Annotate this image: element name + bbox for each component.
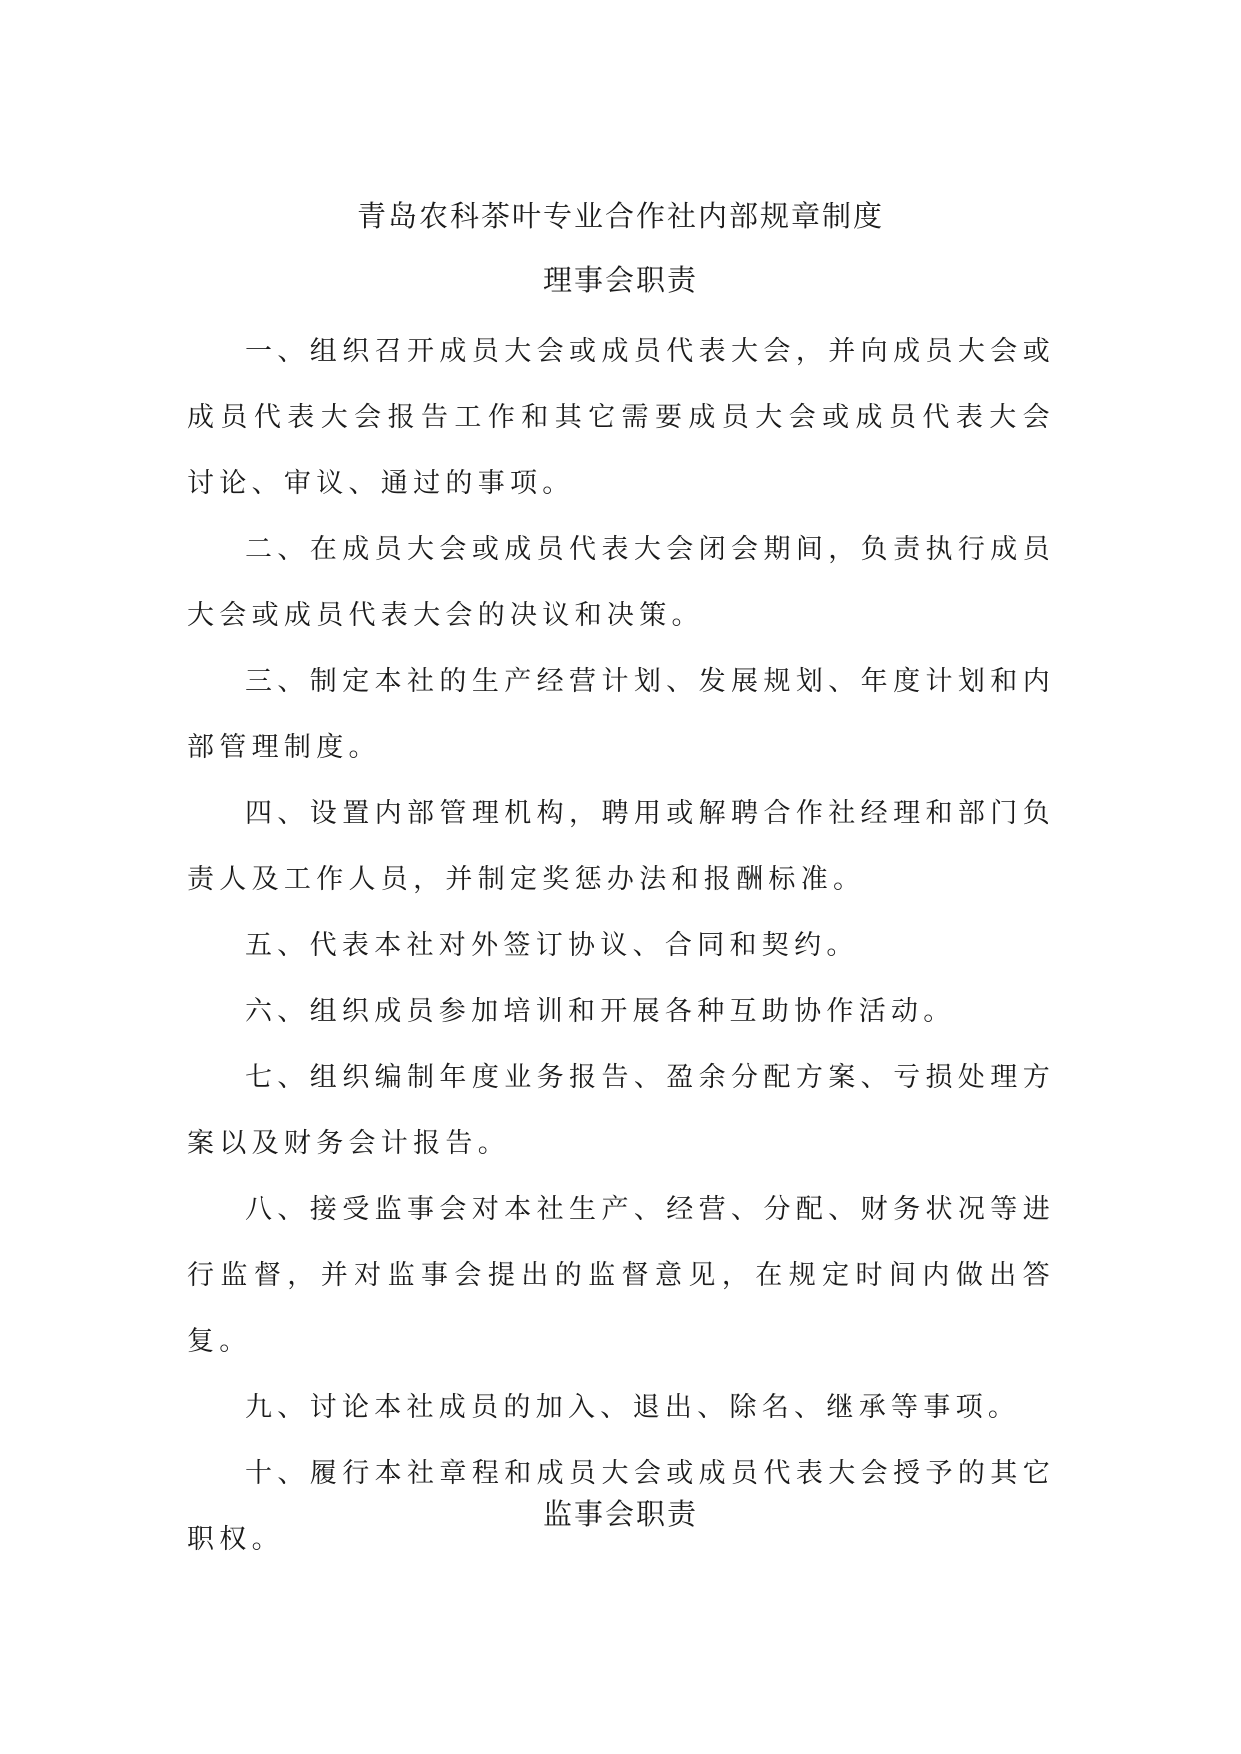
paragraph-item-2: 二、在成员大会或成员代表大会闭会期间，负责执行成员大会或成员代表大会的决议和决策。 <box>187 534 1055 631</box>
section-heading-supervisory-duties: 监事会职责 <box>542 1497 698 1531</box>
paragraph-item-7: 七、组织编制年度业务报告、盈余分配方案、亏损处理方案以及财务会计报告。 <box>187 1062 1055 1159</box>
paragraph-item-3: 三、制定本社的生产经营计划、发展规划、年度计划和内部管理制度。 <box>187 666 1055 763</box>
section-body-board-duties <box>187 319 1055 1573</box>
paragraph-item-6: 六、组织成员参加培训和开展各种互助协作活动。 <box>245 996 956 1027</box>
paragraph-item-5: 五、代表本社对外签订协议、合同和契约。 <box>245 930 859 961</box>
paragraph-item-1: 一、组织召开成员大会或成员代表大会，并向成员大会或成员代表大会报告工作和其它需要成员大会或成员代表大会讨论、审议、通过的事项。 <box>187 336 1055 499</box>
paragraph-item-4: 四、设置内部管理机构，聘用或解聘合作社经理和部门负责人及工作人员，并制定奖惩办法和报酬标准。 <box>187 798 1055 895</box>
paragraph-item-8: 八、接受监事会对本社生产、经营、分配、财务状况等进行监督，并对监事会提出的监督意见，在规定时间内做出答复。 <box>187 1194 1055 1357</box>
paragraph-item-10: 十、履行本社章程和成员大会或成员代表大会授予的其它职权。 <box>187 1458 1055 1555</box>
document-title: 青岛农科茶叶专业合作社内部规章制度 <box>356 199 884 233</box>
paragraph-item-9: 九、讨论本社成员的加入、退出、除名、继承等事项。 <box>245 1392 1021 1423</box>
section-heading-board-duties: 理事会职责 <box>542 263 698 297</box>
